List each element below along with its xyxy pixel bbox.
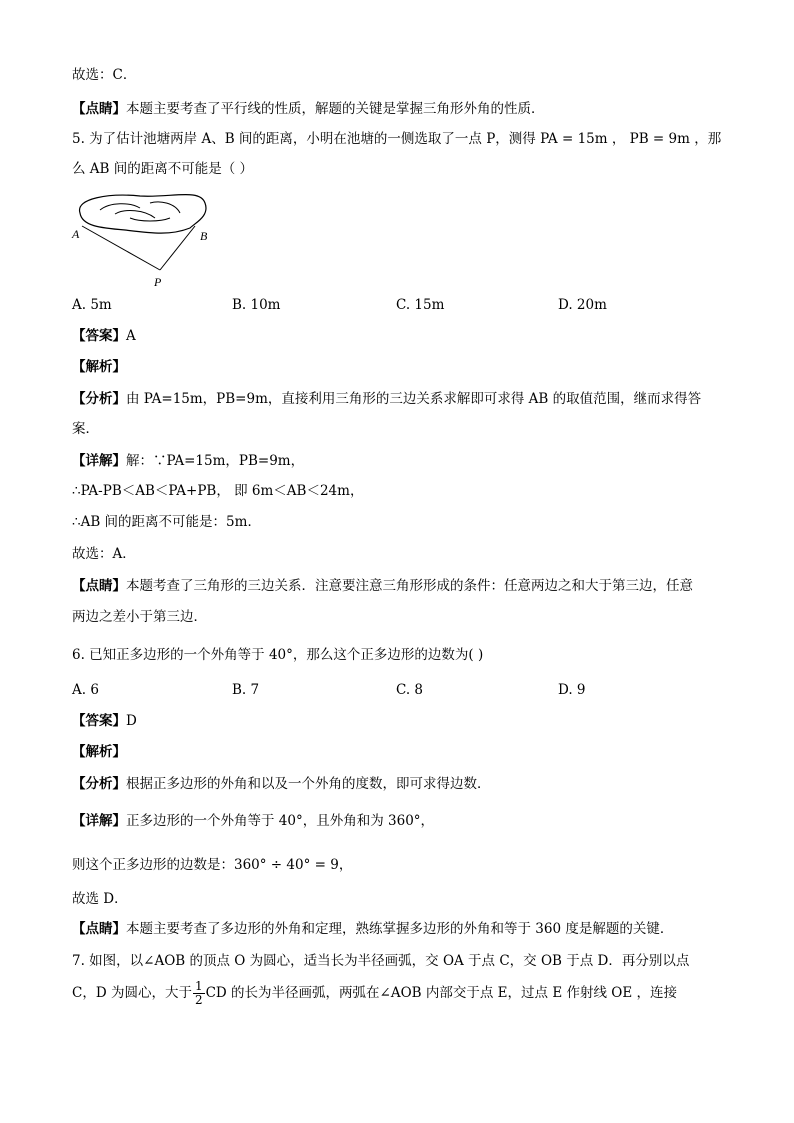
q6-answer-line	[72, 712, 137, 730]
q6-dianjing-line	[72, 920, 673, 938]
pond-outline	[80, 195, 206, 234]
pond-figure	[70, 188, 220, 288]
analysis-tag: 【解析】	[72, 359, 126, 375]
q5-option-b: B. 10m	[232, 297, 281, 313]
label-a: A	[72, 227, 80, 241]
question-7-line2	[72, 980, 677, 1007]
question-5-line2: 么 AB 间的距离不可能是（ ）	[72, 161, 254, 177]
q5-option-a: A. 5m	[72, 297, 112, 313]
q7-text-pre: C，D 为圆心，大于	[72, 985, 192, 1001]
fraction-numerator: 1	[194, 979, 203, 993]
q5-analysis-line	[72, 358, 126, 376]
dianjing-tag: 【点睛】	[72, 921, 126, 937]
q5-choose: 故选：A．	[72, 546, 136, 562]
question-7-line1: 7. 如图，以∠AOB 的顶点 O 为圆心，适当长为半径画弧，交 OA 于点 C，交 OB 于点 D．再分别以点	[72, 953, 690, 969]
q5-step1: ∴PA-PB＜AB＜PA+PB， 即 6m＜AB＜24m，	[72, 483, 364, 499]
fenxi-tag: 【分析】	[72, 776, 126, 792]
dianjing-text: 本题考查了三角形的三边关系．注意要注意三角形形成的条件：任意两边之和大于第三边，任意	[126, 578, 693, 594]
answer-text: D	[126, 713, 137, 729]
label-b: B	[200, 229, 208, 243]
q6-option-c: C. 8	[396, 682, 424, 698]
fraction-denominator: 2	[194, 993, 203, 1007]
q6-fenxi-line	[72, 775, 491, 793]
xiangjie-text: 解：∵PA=15m，PB=9m，	[126, 453, 305, 469]
q5-option-c: C. 15m	[396, 297, 445, 313]
analysis-tag: 【解析】	[72, 744, 126, 760]
question-6-line: 6. 已知正多边形的一个外角等于 40°，那么这个正多边形的边数为( )	[72, 647, 484, 663]
label-p: P	[154, 275, 162, 288]
q6-option-a: A. 6	[72, 682, 99, 698]
dianjing-text: 本题主要考查了平行线的性质，解题的关键是掌握三角形外角的性质．	[126, 101, 545, 117]
q6-option-d: D. 9	[558, 682, 586, 698]
text-line: 故选：C．	[72, 67, 137, 83]
q5-fenxi-line	[72, 390, 701, 408]
fenxi-text: 根据正多边形的外角和以及一个外角的度数，即可求得边数．	[126, 776, 491, 792]
xiangjie-text: 正多边形的一个外角等于 40°，且外角和为 360°，	[126, 813, 435, 829]
xiangjie-tag: 【详解】	[72, 813, 126, 829]
q5-option-d: D. 20m	[558, 297, 607, 313]
q7-text-post: CD 的长为半径画弧，两弧在∠AOB 内部交于点 E，过点 E 作射线 OE ，连接	[205, 985, 677, 1001]
q6-choose: 故选 D．	[72, 891, 128, 907]
fraction-half	[193, 980, 205, 1007]
q6-step: 则这个正多边形的边数是：360° ÷ 40° = 9，	[72, 857, 353, 873]
question-5-line1: 5. 为了估计池塘两岸 A、B 间的距离，小明在池塘的一侧选取了一点 P，测得 PA = 15m ， PB = 9m ，那	[72, 131, 722, 147]
q6-analysis-line	[72, 743, 126, 761]
dianjing-line	[72, 100, 545, 118]
xiangjie-tag: 【详解】	[72, 453, 126, 469]
answer-tag: 【答案】	[72, 328, 126, 344]
dianjing-tag: 【点睛】	[72, 578, 126, 594]
dianjing-tag: 【点睛】	[72, 101, 126, 117]
answer-tag: 【答案】	[72, 713, 126, 729]
fenxi-text: 由 PA=15m，PB=9m，直接利用三角形的三边关系求解即可求得 AB 的取值范围，继而求得答	[126, 391, 702, 407]
q5-step2: ∴AB 间的距离不可能是：5m．	[72, 514, 261, 530]
q5-fenxi-line2: 案．	[72, 421, 99, 437]
q6-xiangjie-line	[72, 812, 434, 830]
dianjing-text: 本题主要考查了多边形的外角和定理，熟练掌握多边形的外角和等于 360 度是解题的关键．	[126, 921, 674, 937]
q5-xiangjie-line	[72, 452, 304, 470]
fenxi-tag: 【分析】	[72, 391, 126, 407]
pond-swirl	[100, 202, 180, 221]
answer-text: A	[126, 328, 136, 344]
q5-dianjing-line	[72, 577, 693, 595]
q5-dianjing-line2: 两边之差小于第三边．	[72, 609, 207, 625]
q5-answer-line	[72, 327, 136, 345]
q6-option-b: B. 7	[232, 682, 260, 698]
